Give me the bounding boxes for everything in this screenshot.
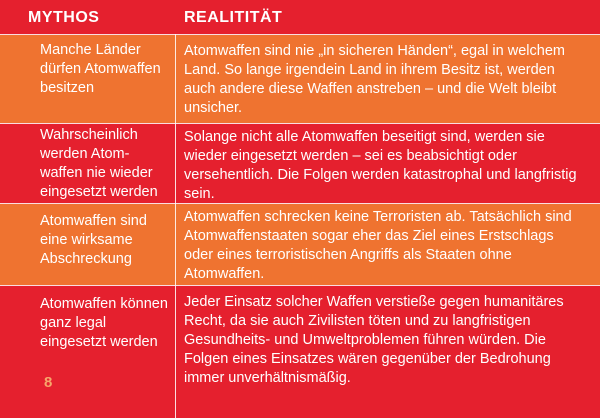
column-header-reality: REALITITÄT [184,9,283,26]
myth-text: Manche Länder dürfen Atomwaffen besitzen [40,42,161,96]
table-row-2 [0,124,600,203]
myth-text: Atomwaffen können ganz legal eingesetzt werden [40,296,168,350]
reality-text: Solange nicht alle Atomwaffen beseitigt sind, werden sie wieder eingesetzt werden – sei es beabsichtigt oder versehentlich. Die Folgen werden katastrophal und langfristig sein. [184,129,577,202]
myth-text: Wahrscheinlich werden Atom-waffen nie wieder eingesetzt werden [40,127,158,200]
myth-text: Atomwaffen sind eine wirksame Abschreckung [40,213,147,267]
reality-text: Jeder Einsatz solcher Waffen verstieße gegen humanitäres Recht, da sie auch Zivilisten töten und zu langfristigen Gesundheits- und Umweltproblemen führen würden. Die Folgen eines Einsatzes wären gegenüber der Bedrohung immer unverhältnismäßig. [184,294,564,386]
table-row-3 [0,204,600,285]
reality-text: Atomwaffen schrecken keine Terroristen ab. Tatsächlich sind Atomwaffenstaaten sogar eher das Ziel eines Erstschlags oder eines terroristischen Angriffs als Staaten ohne Atomwaffen. [184,209,572,282]
table-row-4 [0,286,600,418]
table-row-1 [0,35,600,123]
column-divider [175,34,176,418]
table-header [0,0,600,34]
page-number: 8 [44,374,53,391]
column-header-myth: MYTHOS [28,9,100,26]
reality-text: Atomwaffen sind nie „in sicheren Händen“, egal in welchem Land. So lange irgendein Land in ihrem Besitz ist, werden auch andere diese Waffen anstreben – und die Welt bleibt unsicher. [184,43,565,116]
